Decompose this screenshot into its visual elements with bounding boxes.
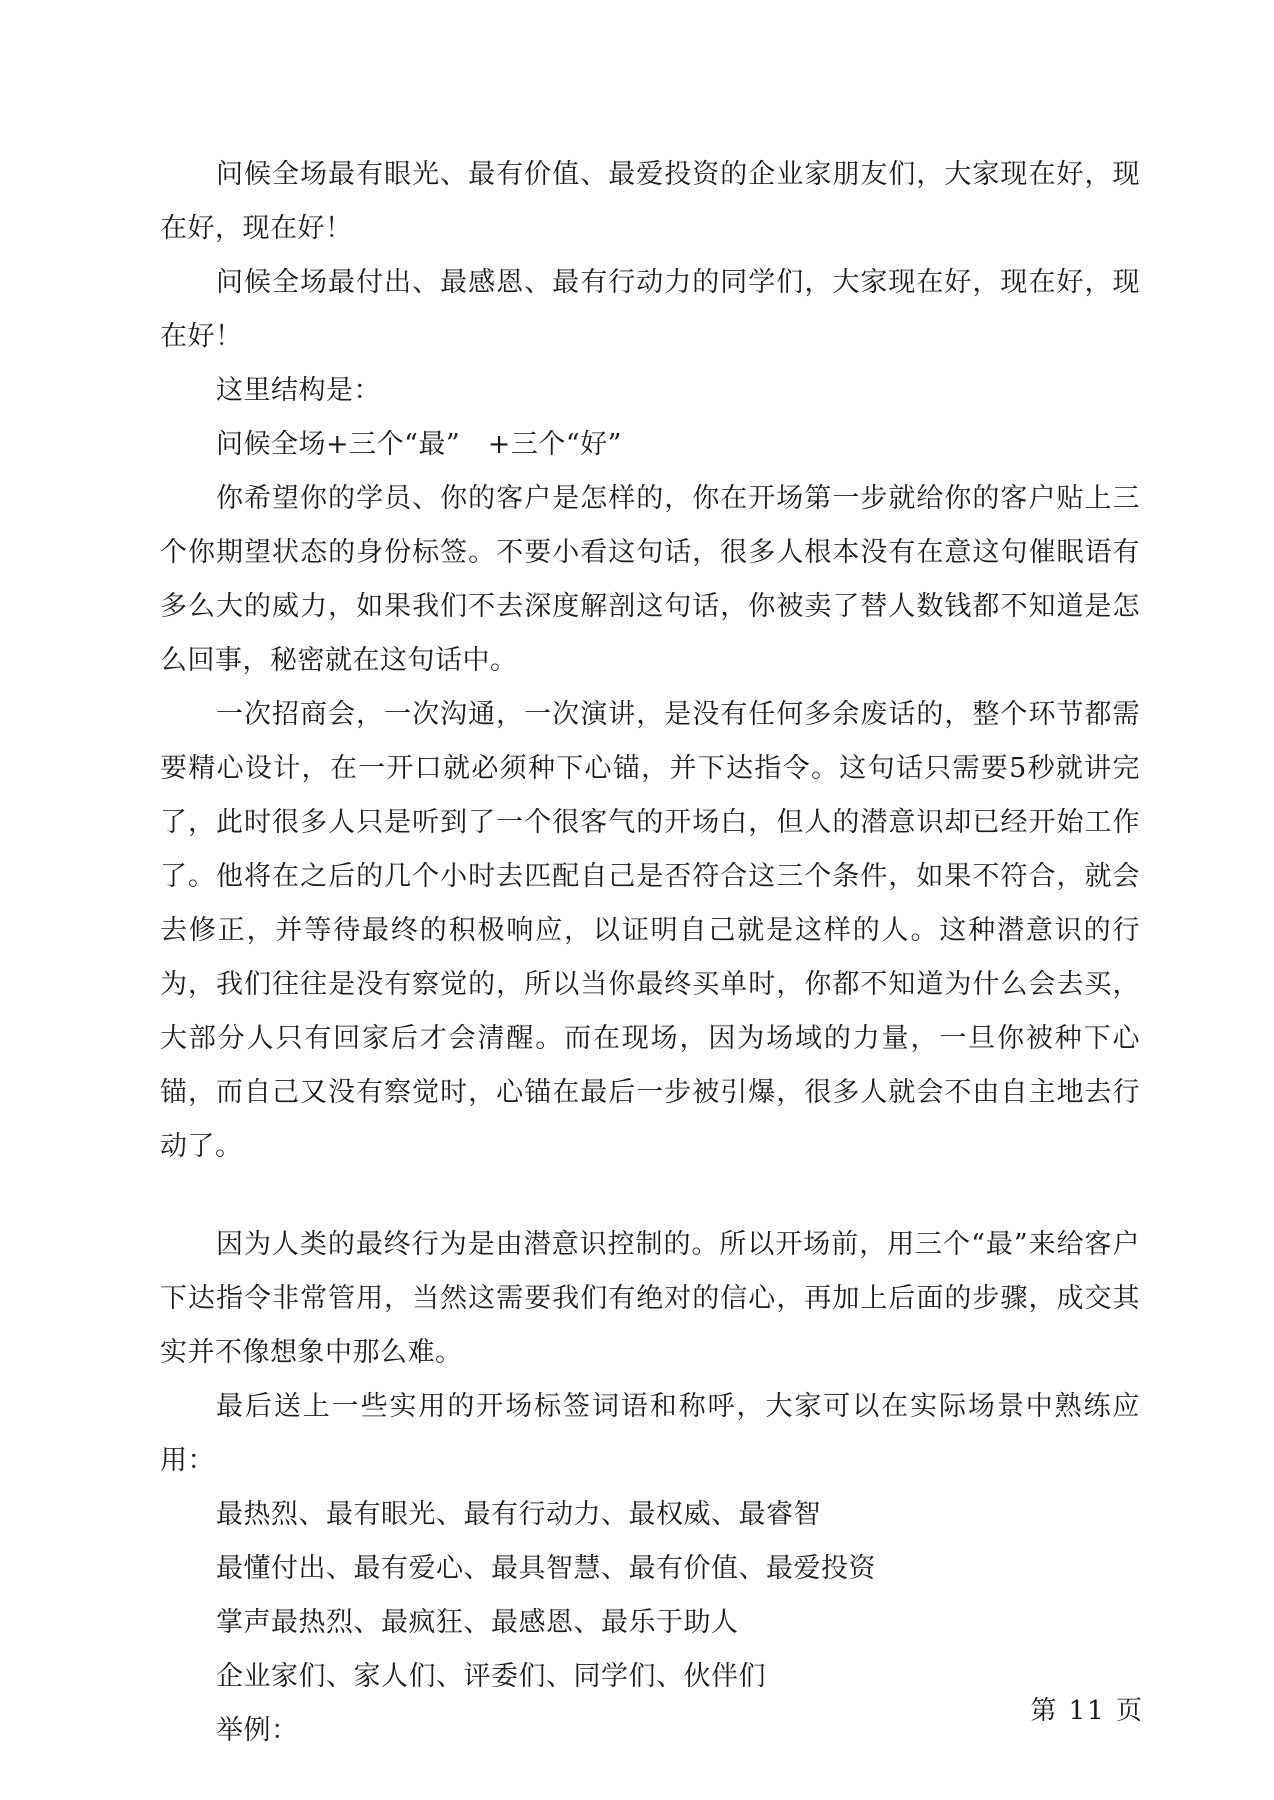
example-label: 举例： (216, 1715, 299, 1746)
paragraph-structure-formula: 问候全场+三个“最” +三个“好” (216, 429, 622, 460)
section-gap (160, 1174, 1140, 1218)
paragraph-structure-label: 这里结构是： (216, 375, 381, 406)
paragraph-subconscious-anchor: 一次招商会，一次沟通，一次演讲，是没有任何多余废话的，整个环节都需要精心设计，在一开口就必须种下心锚，并下达指令。这句话只需要5秒就讲完了，此时很多人只是听到了一个很客气的开场白，但人的潜意识却已经开始工作了。他将在之后的几个小时去匹配自己是否符合这三个条件，如果不符合，就会去修正，并等待最终的积极响应，以证明自己就是这样的人。这种潜意识的行为，我们往往是没有察觉的，所以当你最终买单时，你都不知道为什么会去买，大部分人只有回家后才会清醒。而在现场，因为场域的力量，一旦你被种下心锚，而自己又没有察觉时，心锚在最后一步被引爆，很多人就会不由自主地去行动了。 (160, 699, 1140, 1162)
paragraph-greeting-students: 问候全场最付出、最感恩、最有行动力的同学们，大家现在好，现在好，现在好！ (160, 267, 1140, 352)
paragraph-identity-labels: 你希望你的学员、你的客户是怎样的，你在开场第一步就给你的客户贴上三个你期望状态的身份标签。不要小看这句话，很多人根本没有在意这句催眠语有多么大的威力，如果我们不去深度解剖这句话，你被卖了替人数钱都不知道是怎么回事，秘密就在这句话中。 (160, 483, 1140, 676)
tag-list-line-4: 企业家们、家人们、评委们、同学们、伙伴们 (216, 1661, 766, 1692)
paragraph-practical-tags-intro: 最后送上一些实用的开场标签词语和称呼，大家可以在实际场景中熟练应用： (160, 1391, 1140, 1476)
tag-list-line-2: 最懂付出、最有爱心、最具智慧、最有价值、最爱投资 (216, 1553, 876, 1584)
paragraph-final-behavior: 因为人类的最终行为是由潜意识控制的。所以开场前，用三个“最”来给客户下达指令非常管用，当然这需要我们有绝对的信心，再加上后面的步骤，成交其实并不像想象中那么难。 (160, 1229, 1140, 1368)
tag-list-line-1: 最热烈、最有眼光、最有行动力、最权威、最睿智 (216, 1499, 821, 1530)
paragraph-greeting-entrepreneurs: 问候全场最有眼光、最有价值、最爱投资的企业家朋友们，大家现在好，现在好，现在好！ (160, 159, 1140, 244)
page-number: 第 11 页 (1030, 1696, 1144, 1726)
tag-list-line-3: 掌声最热烈、最疯狂、最感恩、最乐于助人 (216, 1607, 739, 1638)
page-content (160, 148, 1140, 1758)
